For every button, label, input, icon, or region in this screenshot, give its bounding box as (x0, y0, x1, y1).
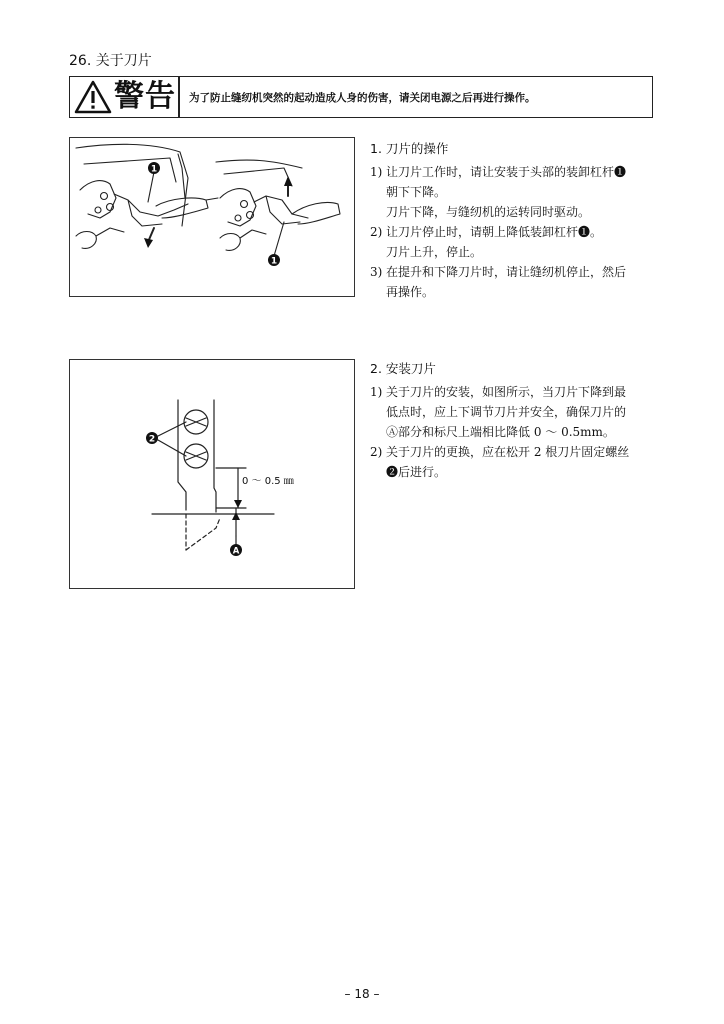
figure-blade-operation (69, 137, 355, 297)
callout-a: A (232, 546, 240, 557)
blade-operation-illustration (70, 138, 354, 296)
item-line: Ⓐ部分和标尺上端相比降低 0 ～ 0.5mm。 (386, 425, 615, 439)
item-number: 1) (370, 165, 383, 179)
item-line: 关于刀片的更换，应在松开 2 根刀片固定螺丝 (386, 445, 630, 459)
item-line: 朝下下降。 (386, 185, 447, 199)
item-line: 关于刀片的安装，如图所示，当刀片下降到最 (386, 385, 627, 399)
item-line: 刀片上升，停止。 (386, 245, 483, 259)
part2-item-2 (370, 442, 660, 482)
part1-item-1 (370, 162, 660, 222)
warning-box (69, 76, 653, 118)
dimension-label: 0 ～ 0.5 ㎜ (242, 476, 294, 487)
item-line: 让刀片停止时，请朝上降低装卸杠杆❶。 (386, 225, 603, 239)
part1-heading: 1. 刀片的操作 (370, 141, 449, 156)
item-line: 在提升和下降刀片时，请让缝纫机停止，然后 (386, 265, 627, 279)
item-line: 刀片下降，与缝纫机的运转同时驱动。 (386, 205, 591, 219)
warning-label: 警告 (114, 79, 176, 114)
part2-item-1 (370, 382, 660, 442)
callout-2: 2 (148, 434, 156, 445)
callout-1-right: 1 (270, 256, 278, 267)
section-title: 26. 关于刀片 (69, 53, 152, 69)
warning-triangle-icon (74, 80, 112, 114)
item-number: 3) (370, 265, 383, 279)
part2-heading: 2. 安装刀片 (370, 361, 436, 376)
item-number: 2) (370, 445, 383, 459)
blade-installation-illustration (70, 360, 354, 588)
page-number: – 18 – (344, 987, 380, 1001)
figure-blade-installation (69, 359, 355, 589)
blade-installation-text (370, 359, 660, 482)
item-line: 再操作。 (386, 285, 435, 299)
callout-1-left: 1 (150, 164, 158, 175)
blade-operation-text (370, 139, 660, 302)
warning-divider (178, 77, 180, 117)
item-line: ❷后进行。 (386, 465, 447, 479)
item-line: 低点时，应上下调节刀片并安全，确保刀片的 (386, 405, 627, 419)
part1-item-3 (370, 262, 660, 302)
item-line: 让刀片工作时，请让安装于头部的装卸杠杆❶ (386, 165, 627, 179)
part1-item-2 (370, 222, 660, 262)
item-number: 1) (370, 385, 383, 399)
warning-text: 为了防止缝纫机突然的起动造成人身的伤害，请关闭电源之后再进行操作。 (189, 92, 536, 104)
item-number: 2) (370, 225, 383, 239)
